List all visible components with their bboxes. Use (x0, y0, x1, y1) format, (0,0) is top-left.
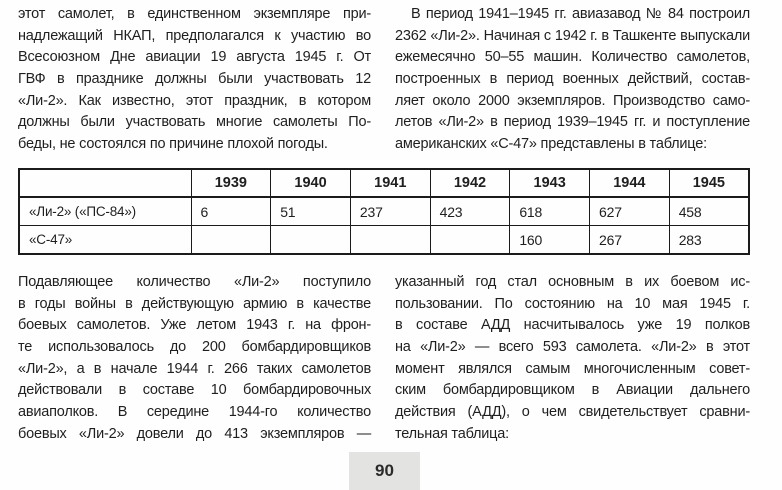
table-year-header: 1940 (271, 169, 351, 197)
text-line: ГВФ в празднике должны были участвовать 12 (18, 71, 371, 88)
text-line: действия (АДД), о чем свидетельствует сравни- (395, 404, 750, 421)
table-year-header: 1941 (350, 169, 430, 197)
table-cell: 267 (590, 226, 670, 255)
text-line: указанный год стал основным в их боевом ис- (395, 274, 750, 290)
text-line: Всесоюзном Дне авиации 19 августа 1945 г. От (18, 49, 371, 66)
table-cell: 237 (350, 197, 430, 226)
text-line: В период 1941–1945 гг. авиазавод № 84 построил (411, 6, 750, 22)
text-line: те использовалось до 200 бомбардировщиков (18, 339, 371, 356)
text-line: этот самолет, в единственном экземпляре при- (18, 6, 371, 22)
paragraph-top-left (18, 4, 371, 156)
text-line: пользовании. По состоянию на 10 мая 1945 г. (395, 295, 750, 312)
text-line: ским бомбардировщиком в Авиации дальнего (395, 382, 750, 399)
text-line: боевых самолетов. Уже летом 1943 г. на фрон- (18, 317, 371, 334)
table-row (19, 226, 749, 255)
text-line: беды, не состоялся по причине плохой погоды. (18, 136, 328, 153)
text-line: тельная таблица: (395, 425, 509, 442)
text-line: Подавляющее количество «Ли-2» поступило (18, 274, 371, 290)
table-cell: 283 (669, 226, 749, 255)
text-line: на «Ли-2» — всего 593 самолета. «Ли-2» в этот (395, 339, 750, 356)
text-line: летов «Ли-2» в период 1939–1945 гг. и поступление (395, 114, 750, 131)
table-row-label: «Ли-2» («ПС-84») (19, 197, 191, 226)
table-year-header: 1944 (590, 169, 670, 197)
page-number-badge: 90 (349, 452, 420, 490)
table-year-header: 1942 (430, 169, 510, 197)
text-line: должны были участвовать многие самолеты По- (18, 114, 371, 131)
table-row (19, 197, 749, 226)
table-header-row (19, 169, 749, 197)
paragraph-bottom-left (18, 272, 371, 446)
text-line: «Ли-2». Как известно, этот праздник, в котором (18, 92, 371, 109)
table-cell (271, 226, 351, 255)
table-cell (191, 226, 271, 255)
table-year-header: 1939 (191, 169, 271, 197)
text-line: 2362 «Ли-2». Начиная с 1942 г. в Ташкенте выпускали (395, 27, 750, 44)
table-cell: 618 (510, 197, 590, 226)
table-year-header: 1943 (510, 169, 590, 197)
text-line: ляет около 2000 экземпляров. Производство само- (395, 92, 750, 109)
paragraph-top-right (395, 4, 750, 156)
text-line: «Ли-2», а в начале 1944 г. 266 таких самолетов (18, 360, 371, 377)
text-line: надлежащий НКАП, предполагался к участию во (18, 27, 371, 44)
table-cell (350, 226, 430, 255)
table-cell: 160 (510, 226, 590, 255)
table-cell: 51 (271, 197, 351, 226)
table-cell: 627 (590, 197, 670, 226)
text-line: построенных в период военных действий, состав- (395, 71, 750, 88)
text-line: авиаполков. В середине 1944-го количество (18, 404, 371, 421)
table-corner-cell (19, 169, 191, 197)
text-line: момент являлся самым многочисленным совет- (395, 360, 750, 377)
text-line: ежемесячно 50–55 машин. Количество самолетов, (395, 49, 750, 66)
text-line: боевых «Ли-2» довели до 413 экземпляров — (18, 425, 371, 442)
text-line: в составе АДД насчитывалось уже 19 полков (395, 317, 750, 334)
table-year-header: 1945 (669, 169, 749, 197)
table-row-label: «С-47» (19, 226, 191, 255)
text-line: действовали в составе 10 бомбардировочных (18, 382, 371, 399)
text-line: американских «С-47» представлены в таблице: (395, 136, 707, 153)
table-cell (430, 226, 510, 255)
text-line: в годы войны в действующую армию в качестве (18, 295, 371, 312)
table-cell: 6 (191, 197, 271, 226)
paragraph-bottom-right (395, 272, 750, 446)
production-table (18, 168, 750, 255)
table-cell: 423 (430, 197, 510, 226)
table-cell: 458 (669, 197, 749, 226)
